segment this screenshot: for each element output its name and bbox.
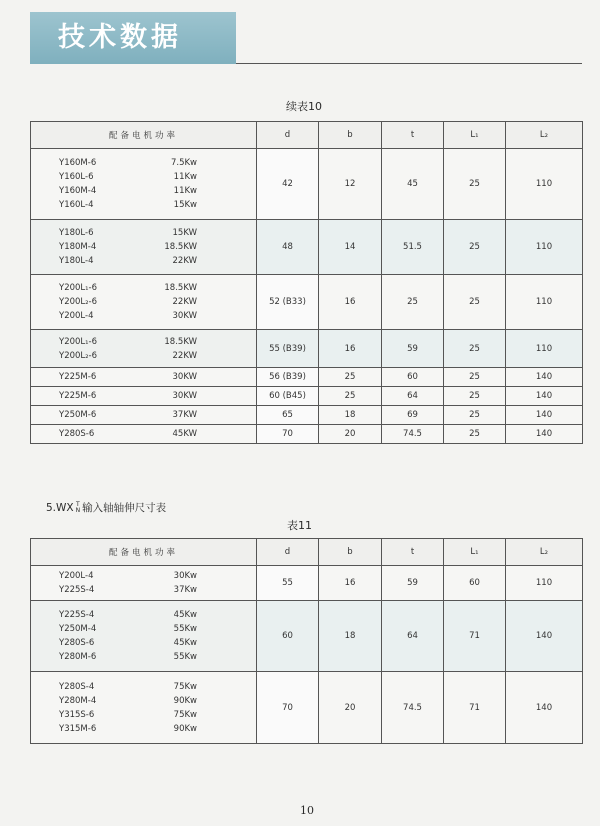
t-value: 69 [382,406,444,425]
d-value: 70 [257,425,319,444]
motor-power-cell [31,601,257,672]
motor-model: Y180L-6 [59,228,94,238]
table10 [30,121,583,444]
motor-model: Y280M-6 [59,652,97,662]
l1-value: 25 [444,330,506,368]
table11-header-row [31,539,583,566]
l2-value: 110 [506,566,583,601]
l1-value: 25 [444,275,506,330]
col-motor-power: 配备电机功率 [31,122,257,149]
motor-power-cell [31,330,257,368]
motor-line [59,295,197,309]
l2-value: 110 [506,275,583,330]
motor-line [59,281,197,295]
b-value: 25 [319,387,382,406]
table11-caption: 表11 [287,519,312,532]
d-value: 55 (B39) [257,330,319,368]
motor-power: 22KW [172,297,197,307]
motor-power: 37Kw [173,585,197,595]
section-prefix: 5.WX [46,502,74,514]
motor-power: 11Kw [173,186,197,196]
d-value: 42 [257,149,319,220]
motor-power: 45KW [172,429,197,439]
t-value: 25 [382,275,444,330]
motor-power: 22KW [172,256,197,266]
b-value: 16 [319,566,382,601]
col-l2: L₂ [506,539,583,566]
motor-model: Y315S-6 [59,709,95,720]
table-row [31,672,583,744]
t-value: 74.5 [382,672,444,744]
table-row [31,149,583,220]
d-value: 55 [257,566,319,601]
l2-value: 140 [506,406,583,425]
d-value: 52 (B33) [257,275,319,330]
motor-model: Y160M-4 [59,186,97,196]
header-rule [236,12,582,64]
page-title: 技术数据 [30,12,236,64]
motor-model: Y160L-6 [59,172,94,182]
table11 [30,538,583,744]
motor-power: 90Kw [173,723,197,734]
motor-model: Y200L₂-6 [59,297,98,307]
b-value: 20 [319,672,382,744]
l1-value: 25 [444,149,506,220]
motor-model: Y225M-6 [59,372,97,382]
motor-line [59,650,197,664]
t-value: 60 [382,368,444,387]
t-value: 51.5 [382,220,444,275]
motor-power-cell [31,406,257,425]
motor-power-cell [31,672,257,744]
motor-line [59,226,197,240]
l1-value: 71 [444,601,506,672]
b-value: 14 [319,220,382,275]
t-value: 59 [382,330,444,368]
motor-model: Y225S-4 [59,585,95,595]
section-fraction [76,502,81,514]
motor-line [59,170,197,184]
motor-line [59,694,197,708]
l2-value: 140 [506,387,583,406]
motor-power-cell [31,387,257,406]
d-value: 56 (B39) [257,368,319,387]
b-value: 12 [319,149,382,220]
motor-line [59,569,197,583]
b-value: 16 [319,275,382,330]
motor-model: Y225M-6 [59,391,97,401]
l2-value: 140 [506,672,583,744]
d-value: 48 [257,220,319,275]
b-value: 18 [319,406,382,425]
d-value: 65 [257,406,319,425]
motor-power-cell [31,220,257,275]
d-value: 60 (B45) [257,387,319,406]
motor-power: 18.5KW [164,283,197,293]
col-l1: L₁ [444,122,506,149]
d-value: 60 [257,601,319,672]
col-t: t [382,122,444,149]
l1-value: 25 [444,406,506,425]
l2-value: 140 [506,425,583,444]
motor-model: Y200L-4 [59,571,94,581]
l2-value: 110 [506,220,583,275]
motor-model: Y315M-6 [59,723,97,734]
motor-power: 11Kw [173,172,197,182]
table-row [31,368,583,387]
motor-line [59,184,197,198]
motor-line [59,370,197,384]
l2-value: 140 [506,368,583,387]
motor-line [59,156,197,170]
l1-value: 25 [444,368,506,387]
l1-value: 71 [444,672,506,744]
motor-line [59,335,197,349]
motor-line [59,622,197,636]
motor-model: Y180L-4 [59,256,94,266]
col-l2: L₂ [506,122,583,149]
motor-line [59,427,197,441]
motor-line [59,680,197,694]
fraction-bottom: N [75,507,81,514]
motor-line [59,389,197,403]
motor-model: Y200L₂-6 [59,350,98,361]
motor-power: 30KW [172,391,197,401]
motor-line [59,408,197,422]
motor-model: Y200L-4 [59,311,94,321]
motor-power: 18.5KW [164,242,197,252]
motor-power-cell [31,275,257,330]
motor-power-cell [31,149,257,220]
b-value: 20 [319,425,382,444]
table10-caption: 续表10 [286,100,322,113]
motor-line [59,636,197,650]
t-value: 45 [382,149,444,220]
motor-power-cell [31,368,257,387]
table-row [31,275,583,330]
col-b: b [319,539,382,566]
motor-power-cell [31,566,257,601]
b-value: 16 [319,330,382,368]
motor-line [59,254,197,268]
motor-model: Y250M-4 [59,624,97,634]
motor-power: 55Kw [173,624,197,634]
b-value: 25 [319,368,382,387]
motor-power: 45Kw [173,638,197,648]
motor-power: 18.5KW [164,336,197,347]
table10-header-row [31,122,583,149]
motor-model: Y280M-4 [59,695,97,706]
table-row [31,425,583,444]
table-row [31,220,583,275]
motor-model: Y280S-4 [59,681,95,692]
motor-model: Y280S-6 [59,429,95,439]
motor-power: 30KW [172,311,197,321]
header-band [30,12,582,64]
motor-model: Y250M-6 [59,410,97,420]
motor-line [59,349,197,363]
motor-power: 22KW [172,350,197,361]
d-value: 70 [257,672,319,744]
l1-value: 25 [444,425,506,444]
motor-power: 37KW [172,410,197,420]
motor-model: Y280S-6 [59,638,95,648]
col-t: t [382,539,444,566]
table-row [31,601,583,672]
section-title [46,500,166,515]
l2-value: 110 [506,330,583,368]
table-row [31,406,583,425]
page-number: 10 [300,804,314,817]
motor-line [59,608,197,622]
motor-model: Y160M-6 [59,158,97,168]
motor-power: 15KW [172,228,197,238]
l1-value: 25 [444,220,506,275]
col-d: d [257,122,319,149]
col-l1: L₁ [444,539,506,566]
l1-value: 25 [444,387,506,406]
b-value: 18 [319,601,382,672]
motor-power: 75Kw [173,681,197,692]
motor-line [59,240,197,254]
motor-power-cell [31,425,257,444]
motor-power: 30Kw [173,571,197,581]
motor-line [59,198,197,212]
t-value: 64 [382,601,444,672]
motor-power: 90Kw [173,695,197,706]
motor-power: 30KW [172,372,197,382]
l1-value: 60 [444,566,506,601]
l2-value: 110 [506,149,583,220]
section-title-text: 输入轴轴伸尺寸表 [82,502,167,514]
motor-power: 55Kw [173,652,197,662]
t-value: 64 [382,387,444,406]
motor-power: 75Kw [173,709,197,720]
motor-line [59,708,197,722]
fraction-top: T [76,501,80,508]
motor-line [59,583,197,597]
t-value: 74.5 [382,425,444,444]
motor-power: 15Kw [173,200,197,210]
table-row [31,330,583,368]
motor-model: Y200L₁-6 [59,336,98,347]
motor-power: 45Kw [173,610,197,620]
t-value: 59 [382,566,444,601]
motor-power: 7.5Kw [170,158,197,168]
col-motor-power: 配备电机功率 [31,539,257,566]
table-row [31,566,583,601]
col-d: d [257,539,319,566]
motor-line [59,309,197,323]
motor-model: Y180M-4 [59,242,97,252]
motor-line [59,722,197,736]
col-b: b [319,122,382,149]
motor-model: Y225S-4 [59,610,95,620]
l2-value: 140 [506,601,583,672]
motor-model: Y160L-4 [59,200,94,210]
motor-model: Y200L₁-6 [59,283,98,293]
table-row [31,387,583,406]
